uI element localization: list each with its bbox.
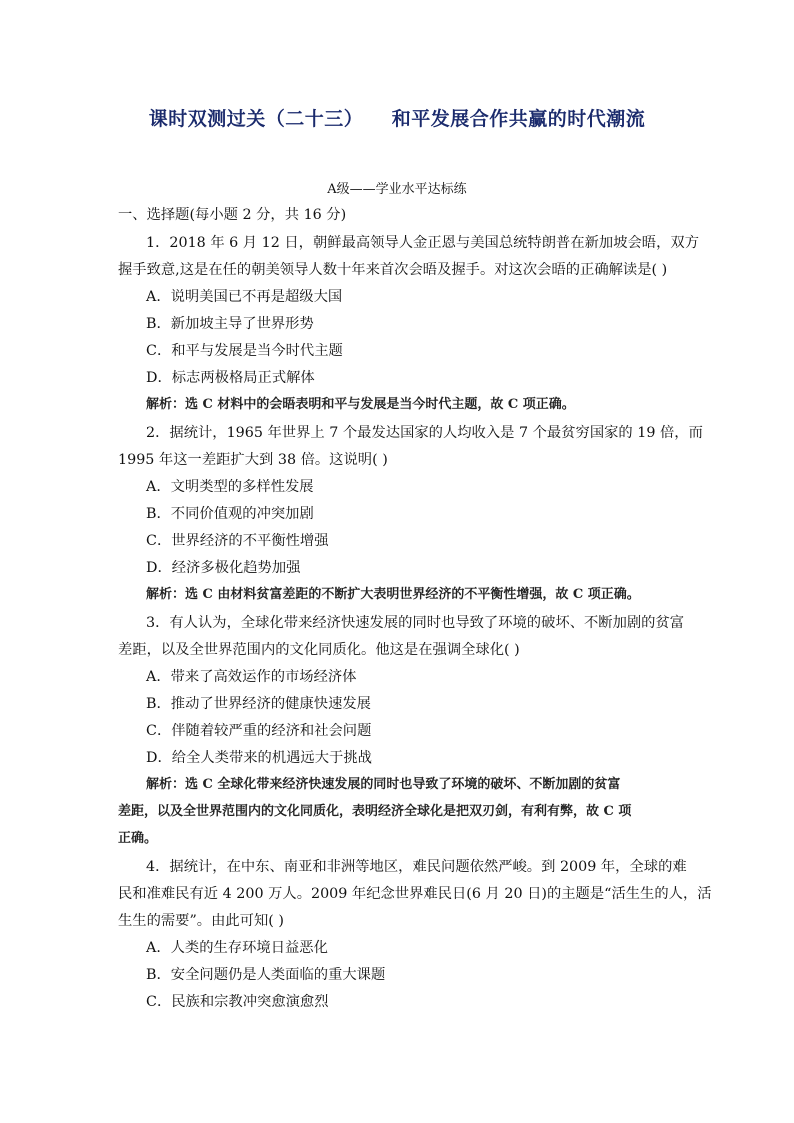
q4-option-b: B．安全问题仍是人类面临的重大课题	[146, 967, 386, 983]
q3-option-d: D．给全人类带来的机遇远大于挑战	[146, 750, 372, 766]
page-title: 课时双测过关（二十三） 和平发展合作共赢的时代潮流	[148, 108, 646, 130]
q3-option-c: C．伴随着较严重的经济和社会问题	[146, 723, 372, 739]
q3-option-a: A．带来了高效运作的市场经济体	[146, 669, 357, 685]
q3-stem-line2: 差距，以及全世界范围内的文化同质化。他这是在强调全球化( )	[118, 642, 520, 658]
q4-stem-line2: 民和准难民有近 4 200 万人。2009 年纪念世界难民日(6 月 20 日)的主题是“活生生的人，活	[118, 886, 712, 902]
section-heading: 一、选择题(每小题 2 分，共 16 分)	[118, 207, 347, 223]
q2-option-d: D．经济多极化趋势加强	[146, 560, 301, 576]
q4-stem-line3: 生生的需要”。由此可知( )	[118, 913, 284, 929]
q2-option-b: B．不同价值观的冲突加剧	[146, 506, 314, 522]
q1-option-c: C．和平与发展是当今时代主题	[146, 343, 343, 359]
q3-analysis-line3: 正确。	[118, 831, 158, 846]
level-heading: A级——学业水平达标练	[327, 182, 467, 197]
q1-stem-line1: 1．2018 年 6 月 12 日，朝鲜最高领导人金正恩与美国总统特朗普在新加坡会晤，双方	[146, 235, 699, 251]
q1-option-b: B．新加坡主导了世界形势	[146, 316, 314, 332]
q1-analysis: 解析：选 C 材料中的会晤表明和平与发展是当今时代主题，故 C 项正确。	[146, 397, 575, 412]
q4-option-a: A．人类的生存环境日益恶化	[146, 940, 328, 956]
q4-stem-line1: 4．据统计，在中东、南亚和非洲等地区，难民问题依然严峻。到 2009 年，全球的难	[146, 859, 687, 875]
q1-option-a: A．说明美国已不再是超级大国	[146, 289, 343, 305]
q2-stem-line2: 1995 年这一差距扩大到 38 倍。这说明( )	[118, 452, 388, 468]
q2-option-c: C．世界经济的不平衡性增强	[146, 533, 329, 549]
q3-stem-line1: 3．有人认为，全球化带来经济快速发展的同时也导致了环境的破坏、不断加剧的贫富	[146, 615, 685, 631]
q2-option-a: A．文明类型的多样性发展	[146, 479, 314, 495]
q3-analysis-line1: 解析：选 C 全球化带来经济快速发展的同时也导致了环境的破坏、不断加剧的贫富	[146, 777, 621, 792]
q3-analysis-line2: 差距，以及全世界范围内的文化同质化，表明经济全球化是把双刃剑，有利有弊，故 C 项	[118, 804, 632, 819]
q2-analysis: 解析：选 C 由材料贫富差距的不断扩大表明世界经济的不平衡性增强，故 C 项正确。	[146, 587, 640, 602]
q3-option-b: B．推动了世界经济的健康快速发展	[146, 696, 371, 712]
q1-stem-line2: 握手致意,这是在任的朝美领导人数十年来首次会晤及握手。对这次会晤的正确解读是( )	[118, 262, 668, 278]
q1-option-d: D．标志两极格局正式解体	[146, 370, 315, 386]
q2-stem-line1: 2．据统计，1965 年世界上 7 个最发达国家的人均收入是 7 个最贫穷国家的 19 倍，而	[146, 425, 703, 441]
q4-option-c: C．民族和宗教冲突愈演愈烈	[146, 994, 329, 1010]
